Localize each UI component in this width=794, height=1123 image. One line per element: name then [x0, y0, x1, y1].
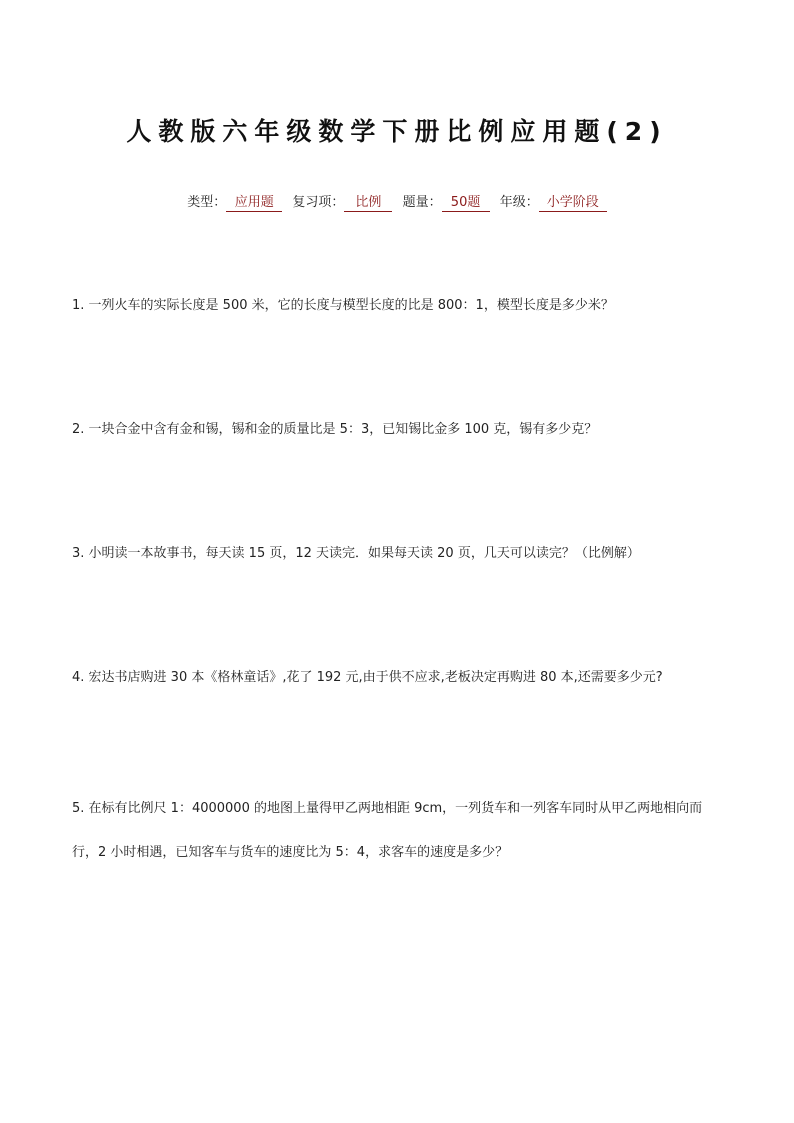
count-value: 50题	[442, 195, 490, 212]
type-label: 类型：	[187, 195, 227, 210]
page-title: 人教版六年级数学下册比例应用题(2)	[126, 117, 668, 146]
review-label: 复习项：	[292, 195, 345, 210]
review-value: 比例	[344, 195, 392, 212]
grade-value: 小学阶段	[539, 195, 607, 212]
question-1: 1. 一列火车的实际长度是 500 米，它的长度与模型长度的比是 800：1，模型长度是多少米？	[72, 298, 614, 313]
grade-label: 年级：	[499, 195, 539, 210]
question-4: 4. 宏达书店购进 30 本《格林童话》,花了 192 元,由于供不应求,老板决定再购进 80 本,还需要多少元?	[72, 670, 663, 685]
type-value: 应用题	[226, 195, 282, 212]
worksheet-meta	[0, 191, 794, 212]
question-5: 5. 在标有比例尺 1：4000000 的地图上量得甲乙两地相距 9cm，一列货车和一列客车同时从甲乙两地相向而行，2 小时相遇，已知客车与货车的速度比为 5：4，求客车的速度是多少？	[72, 801, 703, 860]
question-2: 2. 一块合金中含有金和锡，锡和金的质量比是 5：3，已知锡比金多 100 克，锡有多少克？	[72, 422, 598, 437]
count-label: 题量：	[402, 195, 442, 210]
question-3: 3. 小明读一本故事书，每天读 15 页，12 天读完．如果每天读 20 页，几天可以读完？（比例解）	[72, 546, 640, 561]
